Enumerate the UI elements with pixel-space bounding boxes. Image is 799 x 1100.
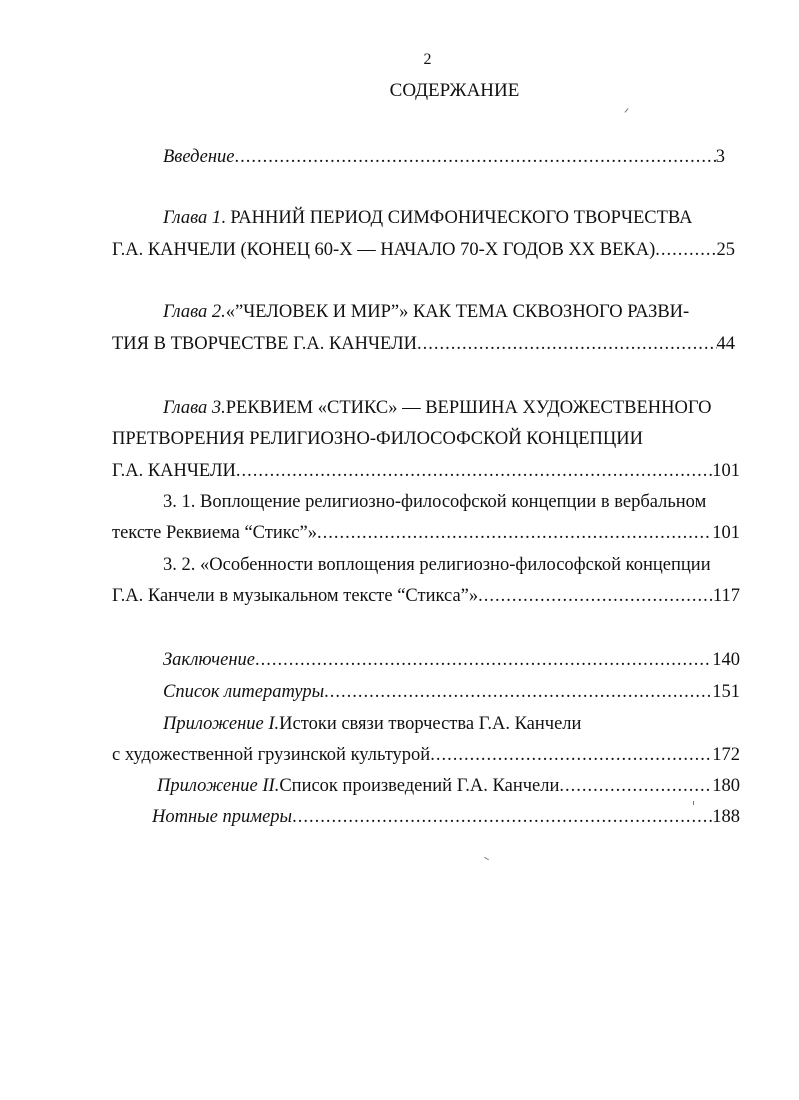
- appendix1-page: 172: [712, 745, 740, 765]
- appendix1-line2: с художественной грузинской культурой ..... 172: [112, 743, 740, 767]
- toc-entry-conclusion[interactable]: [163, 648, 740, 672]
- scan-mark: [484, 857, 489, 860]
- section32-line2: Г.А. Канчели в музыкальном тексте “Стикса”» ..... 117: [112, 584, 740, 608]
- dot-leader: [292, 805, 712, 829]
- section31-line1: 3. 1. Воплощение религиозно-философской концепции в вербальном: [163, 492, 707, 512]
- appendix1-prefix: Приложение I.: [163, 714, 280, 734]
- dot-leader: [417, 332, 717, 356]
- dot-leader: [559, 774, 712, 798]
- toc-entry-intro[interactable]: [163, 145, 725, 169]
- bibliography-page: 151: [712, 682, 740, 702]
- dot-leader: [655, 238, 716, 262]
- scan-mark: [625, 108, 629, 112]
- chapter1-prefix: Глава 1: [163, 208, 222, 228]
- chapter2-line1: Глава 2. «”ЧЕЛОВЕК И МИР”» КАК ТЕМА СКВОЗНОГО РАЗВИ-: [163, 302, 690, 322]
- chapter3-line3: Г.А. КАНЧЕЛИ ..... 101: [112, 459, 740, 483]
- chapter2-prefix: Глава 2.: [163, 302, 226, 322]
- dot-leader: [317, 521, 712, 545]
- toc-entry-music-examples[interactable]: [152, 805, 740, 829]
- section31-line2: тексте Реквиема “Стикс”» ..... 101: [112, 521, 740, 545]
- conclusion-page: 140: [712, 650, 740, 670]
- chapter1-line2: Г.А. КАНЧЕЛИ (КОНЕЦ 60-Х — НАЧАЛО 70-Х ГОДОВ XX ВЕКА) ..... 25: [112, 238, 735, 262]
- toc-entry-bibliography[interactable]: [163, 680, 740, 704]
- dot-leader: [324, 680, 712, 704]
- page-number: 2: [423, 51, 432, 68]
- dot-leader: [255, 648, 712, 672]
- dot-leader: [478, 584, 713, 608]
- toc-entry-appendix2[interactable]: Приложение II. Список произведений Г.А. Канчели ..... 180: [157, 774, 740, 798]
- chapter3-page: 101: [712, 461, 740, 481]
- chapter3-line2: ПРЕТВОРЕНИЯ РЕЛИГИОЗНО-ФИЛОСОФСКОЙ КОНЦЕПЦИИ: [112, 429, 643, 449]
- chapter1-page: 25: [716, 240, 735, 260]
- appendix1-line1: Приложение I. Истоки связи творчества Г.А. Канчели: [163, 714, 582, 734]
- page-title: СОДЕРЖАНИЕ: [389, 80, 520, 101]
- intro-label: Введение: [163, 147, 235, 167]
- music-examples-label: Нотные примеры: [152, 807, 293, 827]
- music-examples-page: 188: [712, 807, 740, 827]
- dot-leader: [235, 145, 716, 169]
- appendix2-prefix: Приложение II.: [157, 776, 280, 796]
- chapter3-line1: Глава 3. РЕКВИЕМ «СТИКС» — ВЕРШИНА ХУДОЖЕСТВЕННОГО: [163, 398, 712, 418]
- section31-page: 101: [712, 523, 740, 543]
- chapter2-page: 44: [716, 334, 735, 354]
- intro-page: 3: [715, 147, 725, 167]
- appendix2-page: 180: [712, 776, 740, 796]
- chapter2-line2: ТИЯ В ТВОРЧЕСТВЕ Г.А. КАНЧЕЛИ ..... 44: [112, 332, 735, 356]
- section32-line1: 3. 2. «Особенности воплощения религиозно-философской концепции: [163, 555, 711, 575]
- bibliography-label: Список литературы: [163, 682, 325, 702]
- scan-mark: [693, 801, 694, 805]
- conclusion-label: Заключение: [163, 650, 255, 670]
- dot-leader: [430, 743, 712, 767]
- section32-page: 117: [712, 586, 740, 606]
- chapter3-prefix: Глава 3.: [163, 398, 226, 418]
- chapter1-line1: Глава 1 . РАННИЙ ПЕРИОД СИМФОНИЧЕСКОГО ТВОРЧЕСТВА: [163, 208, 693, 228]
- dot-leader: [236, 459, 712, 483]
